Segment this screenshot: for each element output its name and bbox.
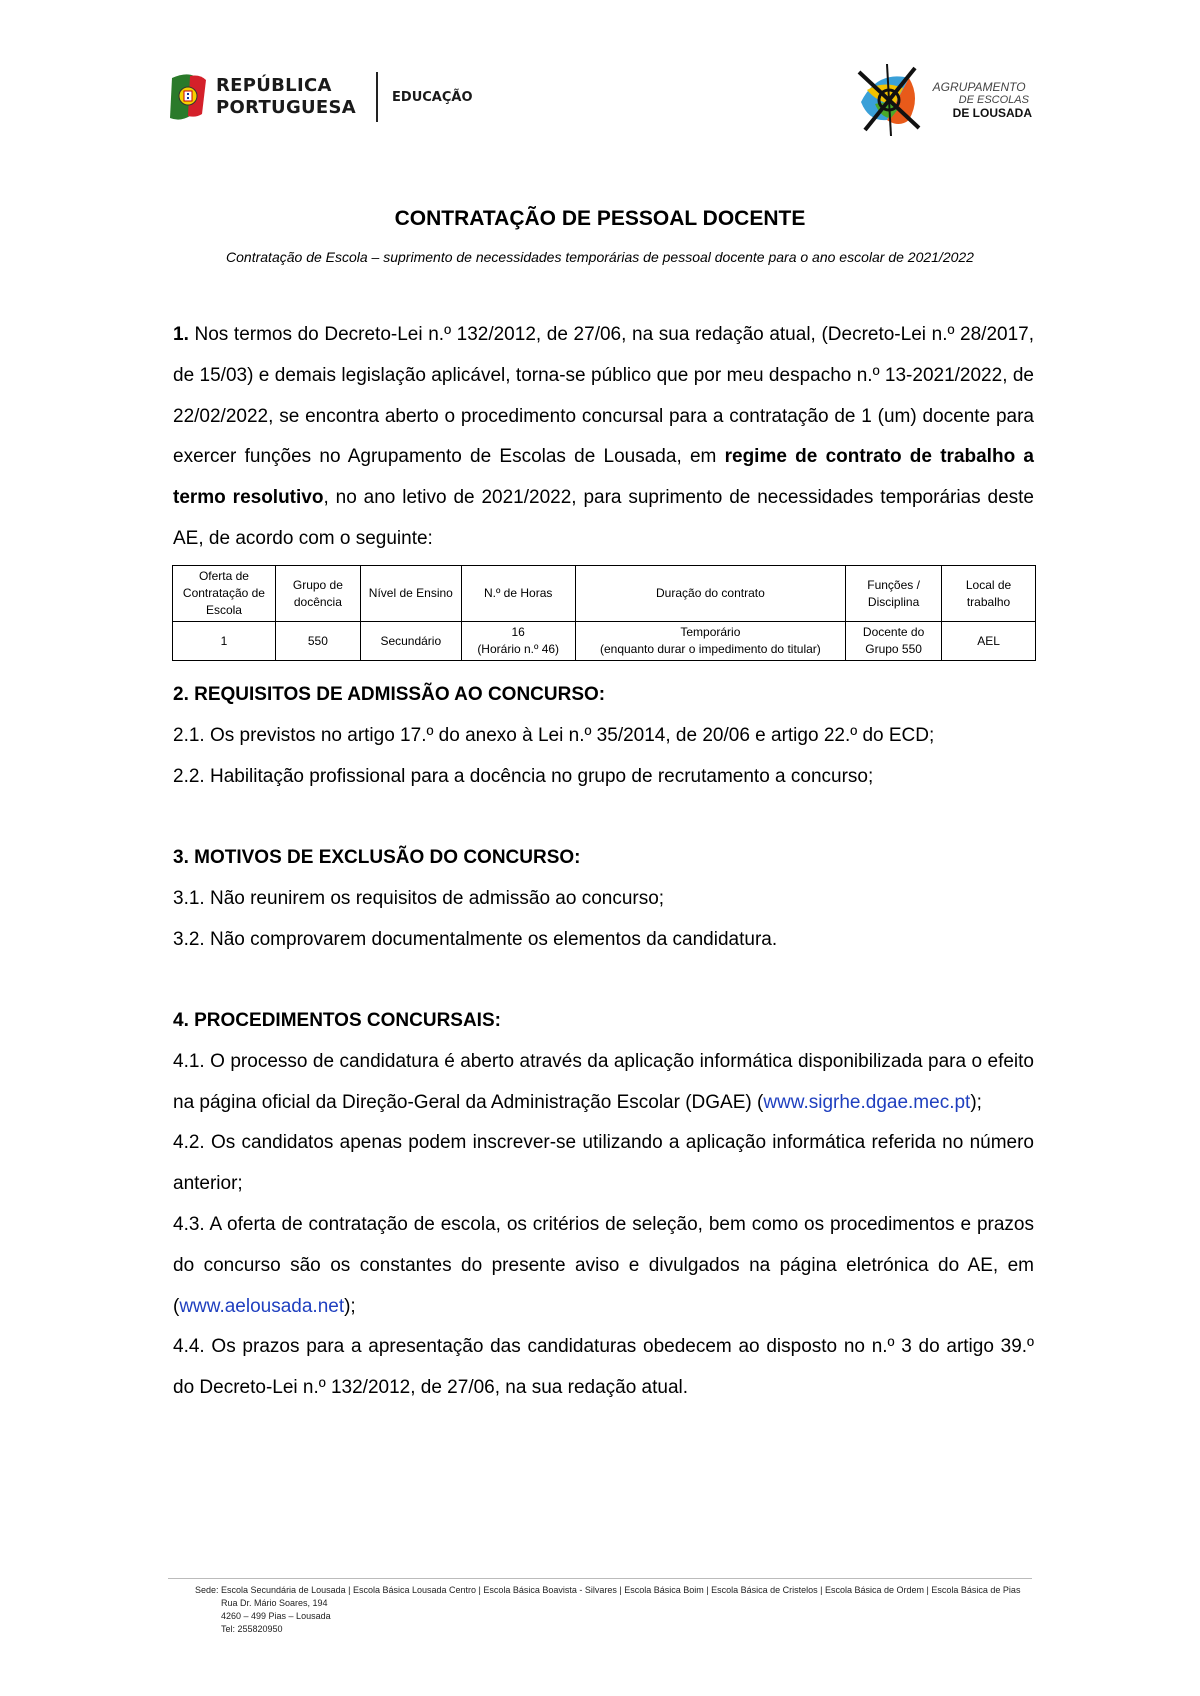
aelousada-link[interactable]: www.aelousada.net [179,1295,345,1317]
section-1 [173,315,1034,560]
section-2-heading: 2. REQUISITOS DE ADMISSÃO AO CONCURSO: [173,684,606,705]
agrupamento-wordmark [933,81,1032,120]
section-1-paragraph [173,315,1034,560]
school-logo-line2: DE ESCOLAS [958,93,1029,106]
table-row [173,622,1036,661]
agrupamento-escolas-lousada-logo [847,60,1032,140]
school-logo-line3: DE LOUSADA [952,105,1032,120]
horas-value: 16 [511,625,525,639]
section-4-heading: 4. PROCEDIMENTOS CONCURSAIS: [173,1010,501,1031]
horas-horario: (Horário n.º 46) [477,642,560,656]
section-2 [173,675,1034,797]
section-1-number: 1. [173,324,189,345]
funcoes-line2: Grupo 550 [865,642,922,656]
table-header-row [173,566,1036,622]
page-header [168,60,1032,140]
section-4-item-2: 4.2. Os candidatos apenas podem inscrever-se utilizando a aplicação informática referida no número anterior; [173,1132,1034,1195]
portugal-emblem-icon [168,70,208,124]
footer-postal-code: 4260 – 499 Pias – Lousada [221,1611,331,1621]
duracao-value: Temporário [680,625,741,639]
duracao-note: (enquanto durar o impedimento do titular) [599,642,821,656]
section-4-item-3-text: 4.3. A oferta de contratação de escola, os critérios de seleção, bem como os procedimentos e prazos do concurso são os constantes do presente aviso e divulgados na página eletrónica do AE, em ( [173,1213,1034,1317]
footer-divider [168,1578,1032,1579]
table-cell-oferta: 1 [173,622,276,661]
section-1-text-b: , no ano letivo de 2021/2022, para suprimento de necessidades temporárias deste AE, de acordo com o seguinte: [173,487,1034,549]
document-title: CONTRATAÇÃO DE PESSOAL DOCENTE [394,207,806,230]
table-header-cell: N.º de Horas [461,566,575,622]
funcoes-line1: Docente do [862,625,925,639]
section-4 [173,1001,1034,1409]
page-footer [195,1584,1020,1636]
table-cell-horas [461,622,575,661]
table-header-cell: Local de trabalho [942,566,1036,622]
section-4-item-4: 4.4. Os prazos para a apresentação das candidaturas obedecem ao disposto no n.º 3 do artigo 39.º do Decreto-Lei n.º 132/2012, de 27/06, na sua redação atual. [173,1336,1034,1399]
footer-phone: Tel: 255820950 [221,1624,283,1634]
section-2-item-1: 2.1. Os previstos no artigo 17.º do anexo à Lei n.º 35/2014, de 20/06 e artigo 22.º do ECD; [173,724,935,746]
section-4-item-3-end: ); [344,1295,356,1317]
republica-portuguesa-wordmark [216,75,356,119]
section-4-item-1-end: ); [970,1091,982,1113]
section-4-item-3 [173,1205,1034,1327]
footer-address: Rua Dr. Mário Soares, 194 [221,1598,328,1608]
section-3 [173,838,1034,960]
offer-table [172,565,1036,661]
section-1-bold-text: regime de contrato de trabalho a termo resolutivo [173,446,1034,509]
section-3-heading: 3. MOTIVOS DE EXCLUSÃO DO CONCURSO: [173,847,581,868]
agrupamento-emblem-icon [847,60,931,140]
dgae-link[interactable]: www.sigrhe.dgae.mec.pt [763,1091,971,1113]
section-3-item-1: 3.1. Não reunirem os requisitos de admissão ao concurso; [173,887,665,909]
table-header-cell: Funções / Disciplina [846,566,942,622]
footer-schools: Sede: Escola Secundária de Lousada | Escola Básica Lousada Centro | Escola Básica Boavista - Silvares | Escola Básica Boim | Escola Básica de Cristelos | Escola Básica de Ordem | Escola Básica de Pias [195,1585,1021,1595]
section-2-item-2: 2.2. Habilitação profissional para a docência no grupo de recrutamento a concurso; [173,765,874,787]
gov-department-label: EDUCAÇÃO [392,89,473,105]
table-header-cell: Oferta de Contratação de Escola [173,566,276,622]
table-cell-duracao [575,622,846,661]
logo-divider [376,72,378,122]
republica-portuguesa-logo [168,70,473,124]
table-cell-local: AEL [942,622,1036,661]
table-header-cell: Grupo de docência [275,566,360,622]
school-logo-line1: AGRUPAMENTO [932,79,1026,94]
section-4-item-1-text: 4.1. O processo de candidatura é aberto através da aplicação informática disponibilizada para o efeito na página oficial da Direção-Geral da Administração Escolar (DGAE) ( [173,1050,1034,1113]
table-cell-funcoes [846,622,942,661]
gov-logo-line1: REPÚBLICA [216,75,332,96]
section-4-item-1 [173,1042,1034,1124]
table-cell-nivel: Secundário [360,622,461,661]
section-3-item-2: 3.2. Não comprovarem documentalmente os elementos da candidatura. [173,928,778,950]
table-header-cell: Nível de Ensino [360,566,461,622]
gov-logo-line2: PORTUGUESA [216,97,357,118]
section-1-text-a: Nos termos do Decreto-Lei n.º 132/2012, de 27/06, na sua redação atual, (Decreto-Lei n.º 28/2017, de 15/03) e demais legislação aplicável, torna-se público que por meu despacho n.º 13-2021/2022, de 22/02/2022, se encontra aberto o procedimento concursal para a contratação de 1 (um) docente para exercer funções no Agrupamento de Escolas de Lousada, em [173,324,1034,468]
table-cell-grupo: 550 [275,622,360,661]
document-subtitle: Contratação de Escola – suprimento de necessidades temporárias de pessoal docente para o ano escolar de 2021/2022 [226,249,974,265]
table-header-cell: Duração do contrato [575,566,846,622]
